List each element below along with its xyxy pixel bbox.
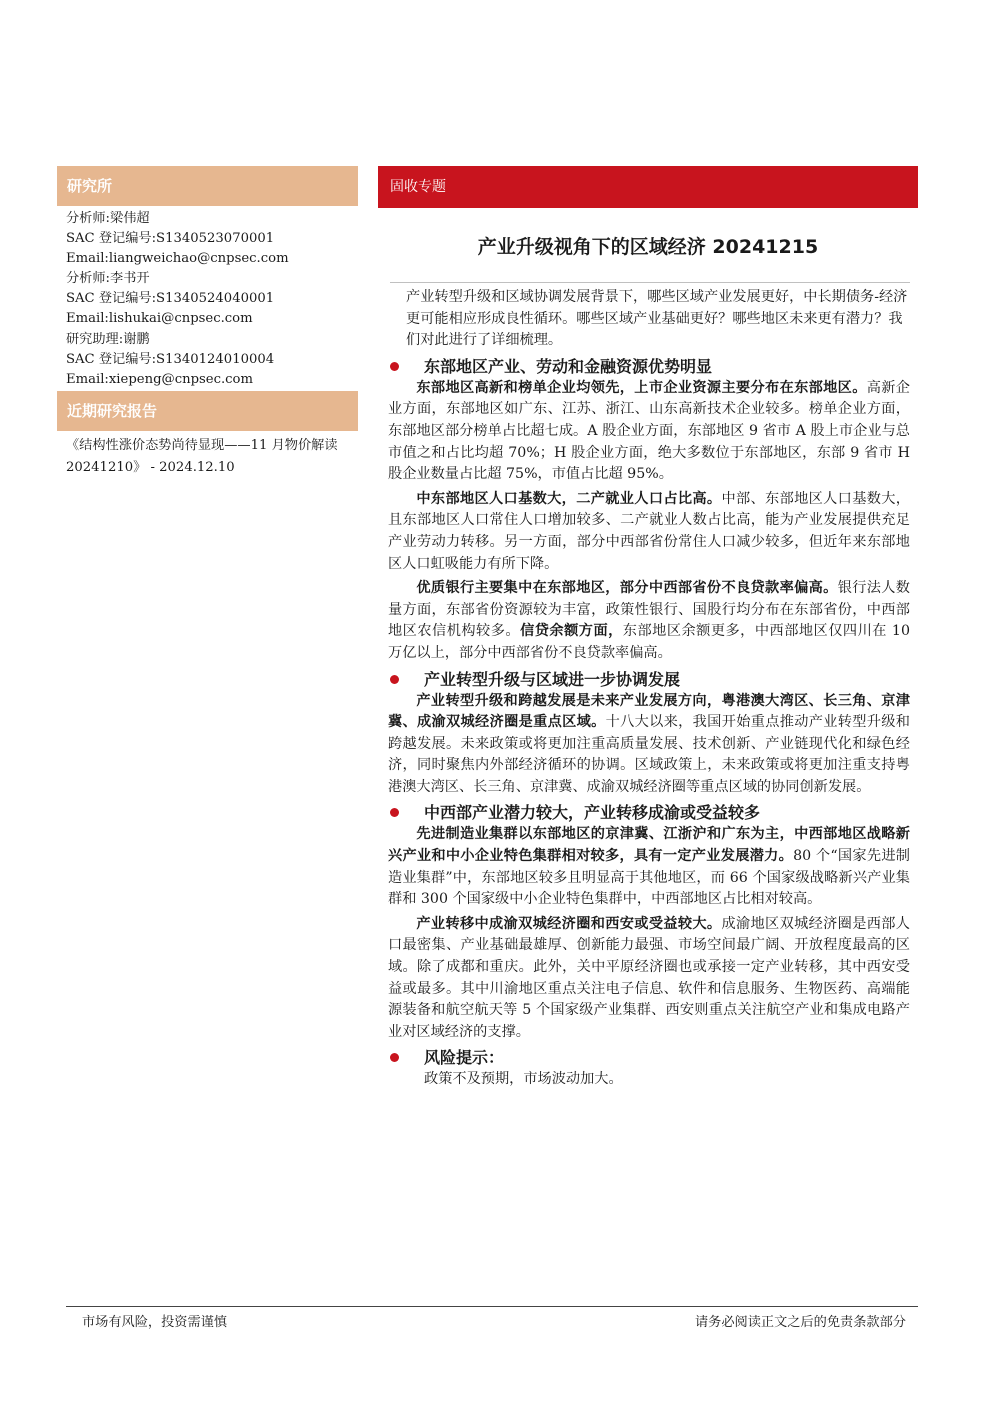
risk-text: 政策不及预期，市场波动加大。	[424, 1071, 623, 1088]
section-heading-text: 东部地区产业、劳动和金融资源优势明显	[424, 356, 713, 376]
paragraph-lead: 产业转移中成渝双城经济圈和西安或受益较大。	[416, 915, 722, 932]
risk-heading	[388, 1046, 910, 1069]
footer-risk-note: 市场有风险，投资需谨慎	[82, 1315, 228, 1330]
paragraph-text: 高新企业方面，东部地区如广东、江苏、浙江、山东高新技术企业较多。榜单企业方面，东部地区部分榜单占比超七成。A 股企业方面，东部地区 9 省市 A 股上市企业与总市值之和占比均超 70%；H 股企业方面，绝大多数位于东部地区，东部 9 省市 H 股企业数量占比超 75%，市值占比超 95%。	[388, 379, 910, 483]
bullet-dot-icon	[390, 808, 399, 817]
section-heading-text: 产业转型升级与区域进一步协调发展	[424, 669, 681, 689]
bullet-dot-icon	[390, 362, 399, 371]
report-title: 产业升级视角下的区域经济 20241215	[477, 236, 819, 258]
paragraph-text: 十八大以来，我国开始重点推动产业转型升级和跨越发展。未来政策或将更加注重高质量发展、技术创新、产业链现代化和绿色经济，同时聚焦内外部经济循环的协调。区域政策上，未来政策或将更加注重支持粤港澳大湾区、长三角、京津冀、成渝双城经济圈等重点区域的协同创新发展。	[388, 714, 910, 795]
section-heading	[388, 668, 910, 691]
body-paragraph	[388, 489, 910, 575]
title-divider	[390, 282, 910, 283]
paragraph-lead: 信贷余额方面，	[520, 623, 623, 640]
body-paragraph	[388, 578, 910, 664]
footer-disclaimer-note: 请务必阅读正文之后的免责条款部分	[695, 1315, 906, 1330]
recent-reports-title: 近期研究报告	[57, 391, 358, 431]
paragraph-lead: 先进制造业集群以东部地区的京津冀、江浙沪和广东为主，中西部地区战略新兴产业和中小企业特色集群相对较多，具有一定产业发展潜力。	[388, 826, 910, 865]
analyst-email: Email:lishukai@cnpsec.com	[66, 311, 253, 327]
topic-bar: 固收专题	[378, 166, 918, 208]
risk-heading-text: 风险提示：	[424, 1048, 505, 1068]
analyst-list	[66, 209, 356, 390]
paragraph-lead: 优质银行主要集中在东部地区，部分中西部省份不良贷款率偏高。	[416, 580, 838, 597]
body-paragraph	[388, 914, 910, 1044]
body-paragraph	[388, 378, 910, 486]
paragraph-text: 东部地区余额更多，中西部地区仅四川在 10 万亿以上，部分中西部省份不良贷款率偏高。	[388, 623, 910, 661]
bullet-dot-icon	[390, 1053, 399, 1062]
bullet-dot-icon	[390, 675, 399, 684]
assistant-name: 研究助理:谢鹏	[66, 331, 150, 347]
assistant-sac-id: SAC 登记编号:S1340124010004	[66, 351, 275, 367]
footer-divider	[66, 1306, 918, 1307]
body-paragraph	[388, 691, 910, 799]
section-heading	[388, 801, 910, 824]
paragraph-text: 成渝地区双城经济圈是西部人口最密集、产业基础最雄厚、创新能力最强、市场空间最广阔、开放程度最高的区域。除了成都和重庆。此外，关中平原经济圈也或承接一定产业转移，其中西安受益或最多。其中川渝地区重点关注电子信息、软件和信息服务、生物医药、高端能源装备和航空航天等 5 个国家级产业集群、西安则重点关注航空产业和集成电路产业对区域经济的支撑。	[388, 915, 910, 1040]
analyst-email: Email:liangweichao@cnpsec.com	[66, 251, 289, 267]
paragraph-lead: 中东部地区人口基数大，二产就业人口占比高。	[416, 490, 722, 507]
section-heading-text: 中西部产业潜力较大，产业转移成渝或受益较多	[424, 803, 761, 823]
paragraph-lead: 产业转型升级和跨越发展是未来产业发展方向，粤港澳大湾区、长三角、京津冀、成渝双城经济圈是重点区域。	[388, 692, 910, 731]
analyst-name: 分析师:梁伟超	[66, 211, 150, 226]
sidebar-section-title: 研究所	[57, 166, 358, 206]
body-paragraph	[388, 824, 910, 910]
paragraph-text: 80 个“国家先进制造业集群”中，东部地区较多且明显高于其他地区，而 66 个国家级战略新兴产业集群和 300 个国家级中小企业特色集群中，中西部地区占比相对较高。	[388, 848, 910, 908]
analyst-sac-id: SAC 登记编号:S1340523070001	[66, 231, 275, 247]
paragraph-lead: 东部地区高新和榜单企业均领先，上市企业资源主要分布在东部地区。	[416, 379, 867, 396]
analyst-name: 分析师:李书开	[66, 271, 150, 287]
main-body	[388, 287, 910, 1091]
section-heading	[388, 355, 910, 378]
paragraph-text: 银行法人数量方面，东部省份资源较为丰富，政策性银行、国股行均分布在东部省份，中西部地区农信机构较多。	[388, 580, 910, 640]
assistant-email: Email:xiepeng@cnpsec.com	[66, 371, 254, 387]
paragraph-text: 中部、东部地区人口基数大，且东部地区人口常住人口增加较多、二产就业人数占比高，能为产业发展提供充足产业劳动力转移。另一方面，部分中西部省份常住人口减少较多，但近年来东部地区人口虹吸能力有所下降。	[388, 490, 910, 572]
recent-report-link[interactable]: 《结构性涨价态势尚待显现——11 月物价解读 20241210》 - 2024.12.10	[66, 438, 338, 475]
analyst-sac-id: SAC 登记编号:S1340524040001	[66, 291, 275, 307]
summary-paragraph: 产业转型升级和区域协调发展背景下，哪些区域产业发展更好，中长期债务-经济更可能相应形成良性循环。哪些区域产业基础更好？哪些地区未来更有潜力？我们对此进行了详细梳理。	[406, 289, 908, 349]
